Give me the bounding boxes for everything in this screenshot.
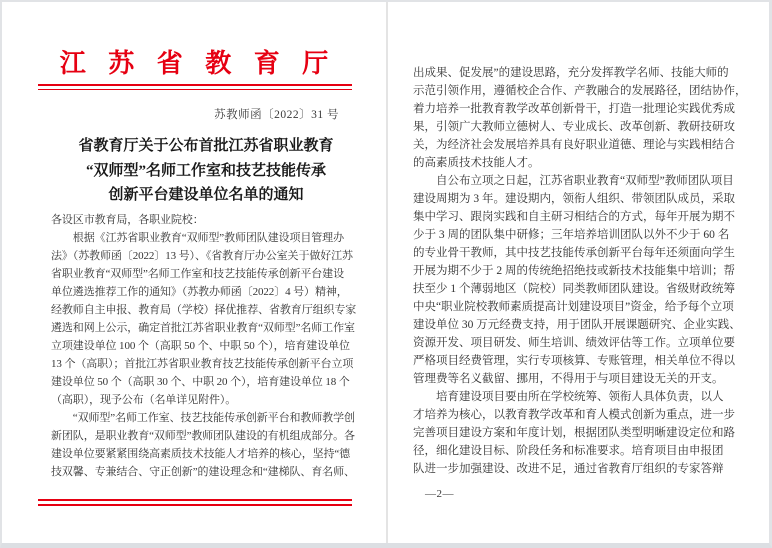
body-text-line: 的专业骨干教师，其中技艺技能传承创新平台每年还须面向学生 bbox=[413, 247, 735, 259]
body-text-line: 才培养为核心，以教育教学改革和育人模式创新为重点，进一步 bbox=[413, 409, 735, 421]
body-text-line: 经教师自主申报、教育局（学校）择优推荐、省教育厅组织专家 bbox=[51, 304, 357, 316]
body-text-line: 完善项目建设方案和年度计划，根据团队类型明晰建设定位和路 bbox=[413, 427, 735, 439]
body-text-line: “双师型”名师工作室、技艺技能传承创新平台和教师教学创 bbox=[51, 412, 355, 424]
body-text-line: （高职），现予公布（名单详见附件）。 bbox=[51, 394, 237, 406]
body-text-line: 建设单位要紧紧围绕高素质技术技能人才培养的核心，坚持“德 bbox=[51, 448, 351, 460]
body-text-line: 立项建设单位 100 个（高职 50 个、中职 50 个），培育建设单位 bbox=[51, 340, 350, 352]
body-text-line: 技双馨、专兼结合、守正创新”的建设理念和“建梯队、育名师、 bbox=[51, 466, 355, 478]
body-text-line: 严格项目经费管理，实行专项核算、专账管理，相关单位不得以 bbox=[413, 355, 735, 367]
body-text-line: 建设单位 50 个（高职 30 个、中职 20 个），培育建设单位 18 个 bbox=[51, 376, 350, 388]
body-text-line: 管理费等名义截留、挪用，不得用于与项目建设无关的开支。 bbox=[413, 373, 724, 385]
body-text-line: 集中学习、跟岗实践和自主研习相结合的方式，每年开展为期不 bbox=[413, 211, 735, 223]
body-text-line: 果，引领广大教师立德树人、专业成长、改革创新、教研技研攻 bbox=[413, 121, 735, 133]
body-text-line: 省职业教育“双师型”名师工作室和技艺技能传承创新平台建设 bbox=[51, 268, 344, 280]
body-text-line: 建设单位 30 万元经费支持，用于团队开展课题研究、企业实践、 bbox=[413, 319, 741, 331]
agency-letterhead: 江 苏 省 教 育 厅 bbox=[59, 49, 337, 78]
body-text-line: 径，细化建设目标、阶段任务和标准要求。培育项目由申报团 bbox=[413, 445, 724, 457]
page-number: —2— bbox=[425, 488, 454, 500]
body-text-line: 遴选和网上公示，确定首批江苏省职业教育“双师型”名师工作室 bbox=[51, 322, 355, 334]
body-text-line: 出成果、促发展”的建设思路，充分发挥教学名师、技能大师的 bbox=[413, 67, 729, 79]
body-text-line: 单位遴选推荐工作的通知》（苏教办师函〔2022〕4 号）精神， bbox=[51, 286, 348, 298]
document-number: 苏教师函〔2022〕31 号 bbox=[214, 109, 339, 121]
body-text-line: 培育建设项目要由所在学校统筹、领衔人具体负责，以人 bbox=[413, 391, 724, 403]
document-title bbox=[52, 134, 360, 208]
body-text-line: 法》（苏教师函〔2022〕13 号）、《省教育厅办公室关于做好江苏 bbox=[51, 250, 353, 262]
body-text-line: 示范引领作用，遵循校企合作、产教融合的发展路径，团结协作， bbox=[413, 85, 747, 97]
page-1 bbox=[2, 2, 388, 543]
document-title-line: “双师型”名师工作室和技艺技能传承 bbox=[85, 162, 326, 179]
body-text-line: 开展为期不少于 2 周的传统绝招绝技或新技术技能集中培训；帮 bbox=[413, 265, 735, 277]
document-title-line: 创新平台建设单位名单的通知 bbox=[108, 187, 304, 203]
body-text-line: 的高素质技术技能人才。 bbox=[413, 157, 540, 169]
page-2 bbox=[388, 2, 769, 543]
body-text-line: 自公布立项之日起，江苏省职业教育“双师型”教师团队项目 bbox=[413, 175, 734, 187]
body-text-line: 各设区市教育局，各职业院校： bbox=[51, 214, 204, 226]
body-text-line: 13 个（高职）；首批江苏省职业教育技艺技能传承创新平台立项 bbox=[51, 358, 354, 370]
letterhead-rule bbox=[38, 84, 352, 90]
body-text-line: 中央“职业院校教师素质提高计划建设项目”资金，给予每个立项 bbox=[413, 301, 734, 313]
body-text-line: 根据《江苏省职业教育“双师型”教师团队建设项目管理办 bbox=[51, 232, 344, 244]
page-1-body bbox=[51, 211, 357, 481]
body-text-line: 扶至少 1 个薄弱地区（院校）同类教师团队建设。省级财政统筹 bbox=[413, 283, 735, 295]
body-text-line: 资源开发、项目研发、师生培训、绩效评估等工作。立项单位要 bbox=[413, 337, 735, 349]
page-2-body bbox=[413, 64, 747, 478]
body-text-line: 队进一步加强建设、改进不足，通过省教育厅组织的专家答辩 bbox=[413, 463, 724, 475]
body-text-line: 着力培养一批教育教学改革创新骨干，打造一批理论实践优秀成 bbox=[413, 103, 735, 115]
body-text-line: 建设周期为 3 年。建设期内，领衔人组织、带领团队成员，采取 bbox=[413, 193, 735, 205]
footer-rule bbox=[38, 499, 352, 506]
body-text-line: 新团队，是职业教育“双师型”教师团队建设的有机组成部分。各 bbox=[51, 430, 355, 442]
document-title-line: 省教育厅关于公布首批江苏省职业教育 bbox=[78, 138, 334, 154]
body-text-line: 关，为经济社会发展培养具有良好职业道德、理论与实践相结合 bbox=[413, 139, 735, 151]
body-text-line: 少于 3 周的团队集中研修；三年培养培训团队以外不少于 60 名 bbox=[413, 229, 730, 241]
